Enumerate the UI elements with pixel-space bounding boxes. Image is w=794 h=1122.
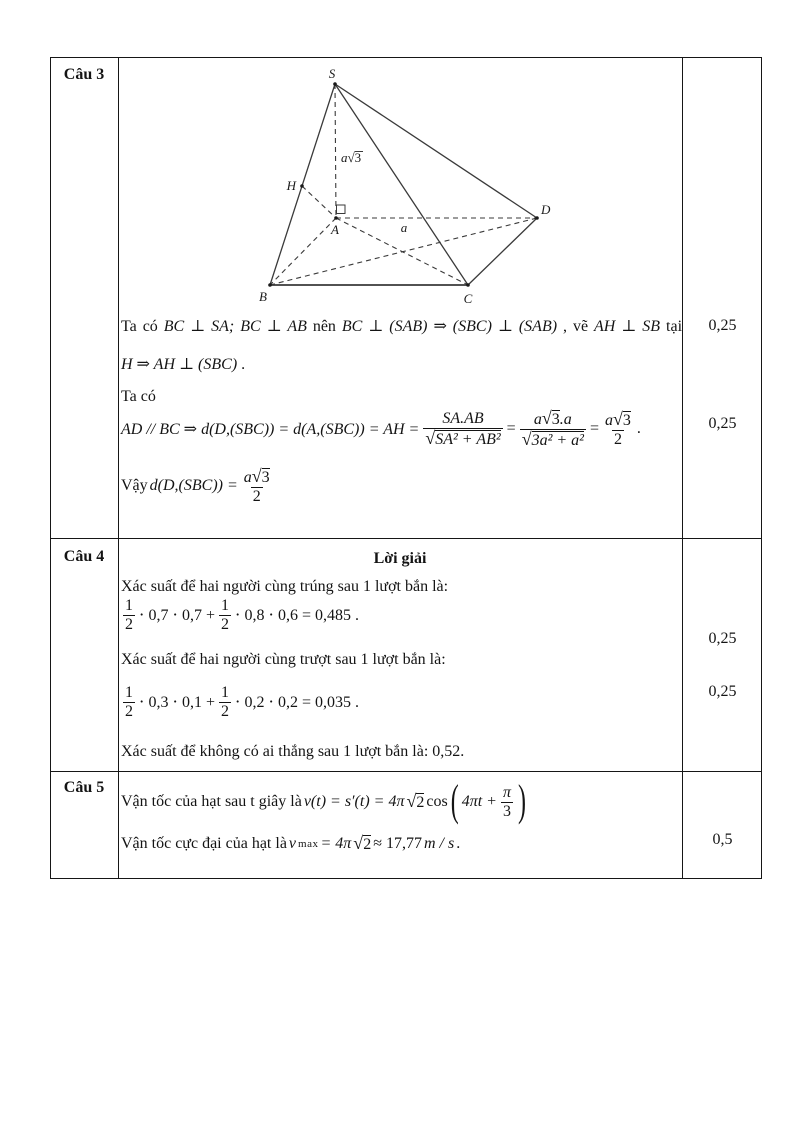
- cau3-l1-m3: AH ⊥ SB: [594, 318, 661, 335]
- cau3-l2-dot: .: [237, 356, 246, 373]
- cau5-l1-math1: v(t) = s′(t) = 4π: [303, 793, 405, 811]
- cau5-l2-period: .: [456, 835, 461, 852]
- radical-sign: √: [406, 791, 417, 812]
- cau4-f2-mid: ⋅ 0,3 ⋅ 0,1 +: [139, 694, 215, 712]
- radical-sign: √: [251, 466, 262, 486]
- half-fraction: [121, 684, 137, 721]
- frac3-num: [603, 410, 633, 430]
- cau3-line1: [121, 317, 682, 336]
- cau5-l2-value: ≈ 17,77: [373, 835, 422, 852]
- cau5-line1: [121, 778, 527, 827]
- pi-den: 3: [502, 802, 511, 820]
- label-H: H: [286, 178, 296, 193]
- vay-text: Vậy: [121, 477, 148, 495]
- edge-SD: [335, 84, 537, 218]
- cau3-l1-m2: BC ⊥ (SAB) ⇒ (SBC) ⊥ (SAB): [341, 318, 558, 335]
- sqrt2-radicand: 2: [363, 836, 372, 853]
- vay-num-pre: a: [243, 469, 252, 486]
- frac3-den: 2: [613, 430, 622, 448]
- edge-HA: [302, 186, 336, 218]
- frac2-num-suffix: .a: [559, 411, 572, 428]
- question-4-label: Câu 4: [63, 548, 105, 565]
- cau4-para3: Xác suất để không có ai thắng sau 1 lượt bắn là: 0,52.: [121, 743, 465, 760]
- cau5-l1-inner: 4πt +: [461, 793, 497, 811]
- row-divider-2: [51, 771, 761, 773]
- edge-CD: [468, 218, 537, 285]
- vay-frac-den: 2: [252, 487, 261, 505]
- label-C: C: [463, 291, 473, 306]
- frac1-radicand: SA² + AB²: [435, 430, 501, 448]
- edge-SC: [335, 84, 468, 285]
- sqrt-2: [353, 834, 371, 854]
- half-fraction: [217, 684, 233, 721]
- cau4-score-2: 0,25: [708, 683, 737, 700]
- equals-1: =: [506, 420, 516, 438]
- max-subscript: max: [298, 838, 319, 850]
- edge-AB: [270, 218, 336, 285]
- question-3-label: Câu 3: [63, 66, 105, 83]
- sqrt-2: [406, 792, 424, 812]
- half-fraction: [121, 597, 137, 634]
- cau5-l1-lead: Vận tốc của hạt sau t giây là: [121, 793, 302, 811]
- frac1-num: SA.AB: [442, 410, 484, 427]
- cau4-f1-tail: ⋅ 0,8 ⋅ 0,6 = 0,485 .: [234, 607, 359, 625]
- half-den: 2: [220, 702, 229, 720]
- fraction-2: [518, 409, 588, 450]
- radical-sign: √: [425, 427, 436, 448]
- cau4-formula2: [121, 684, 359, 721]
- frac2-num: [532, 409, 574, 429]
- cau4-formula1: [121, 597, 359, 634]
- cau4-score-1: 0,25: [708, 630, 737, 647]
- big-left-paren: (: [450, 778, 459, 827]
- sqrt2-radicand: 2: [416, 794, 425, 812]
- vay-fraction: [240, 467, 274, 506]
- half-den: 2: [125, 702, 133, 720]
- cau4-f1-mid: ⋅ 0,7 ⋅ 0,7 +: [139, 607, 215, 625]
- half-den: 2: [125, 615, 133, 633]
- cau3-l2-m: H ⇒ AH ⊥ (SBC): [121, 356, 238, 373]
- label-S: S: [328, 66, 336, 81]
- vay-num-radicand: 3: [261, 469, 270, 486]
- right-angle-mark: [337, 205, 346, 214]
- label-height: a√3: [341, 150, 362, 165]
- radical-sign: √: [521, 428, 532, 449]
- half-num: 1: [125, 684, 133, 701]
- cau3-l1-t3: tại: [660, 318, 683, 335]
- frac2-radicand: 3a² + a²: [531, 431, 584, 449]
- cau3-score-1: 0,25: [708, 317, 737, 334]
- label-D: D: [541, 202, 551, 217]
- column-divider-left: [118, 58, 120, 878]
- cau3-line3: Ta có: [121, 388, 156, 405]
- formula-period: .: [636, 420, 641, 438]
- question-5-label: Câu 5: [63, 779, 105, 796]
- half-fraction: [217, 597, 233, 634]
- pyramid-figure: [258, 64, 560, 306]
- cau4-para1: Xác suất để hai người cùng trúng sau 1 lượt bắn là:: [121, 578, 449, 595]
- vertex-dot-S: [333, 82, 337, 86]
- cau5-line2: [121, 834, 460, 854]
- cau5-l2-math1: = 4π: [320, 835, 352, 852]
- label-A: A: [331, 222, 339, 237]
- vertex-dot-C: [466, 283, 470, 287]
- v-symbol: v: [288, 835, 297, 852]
- cos-text: cos: [426, 793, 448, 811]
- cau3-formula: [121, 409, 641, 450]
- frac1-den: [423, 428, 502, 449]
- cau4-para2: Xác suất để hai người cùng trượt sau 1 lượt bắn là:: [121, 651, 446, 668]
- cau4-f2-tail: ⋅ 0,2 ⋅ 0,2 = 0,035 .: [234, 694, 359, 712]
- row-divider-1: [51, 538, 761, 540]
- formula-lead: AD // BC ⇒ d(D,(SBC)) = d(A,(SBC)) = AH =: [121, 421, 420, 439]
- frac3-num-pre: a: [605, 412, 613, 429]
- frac2-den: [520, 429, 586, 450]
- cau3-conclusion: [121, 467, 274, 506]
- vay-frac-num: [242, 467, 272, 487]
- cau3-l1-m1: BC ⊥ SA; BC ⊥ AB: [163, 318, 307, 335]
- big-right-paren: ): [517, 778, 526, 827]
- half-num: 1: [125, 597, 133, 614]
- cau5-l2-units: m / s: [423, 835, 455, 852]
- cau3-l1-t1: nên: [306, 318, 342, 335]
- half-num: 1: [220, 597, 229, 614]
- pi-third-fraction: [499, 784, 515, 821]
- vertex-dot-D: [535, 216, 539, 220]
- vay-math: d(D,(SBC)) =: [149, 477, 238, 495]
- half-num: 1: [220, 684, 229, 701]
- column-divider-right: [682, 58, 684, 878]
- cau3-score-2: 0,25: [708, 415, 737, 432]
- edge-SA: [335, 84, 336, 218]
- solution-header: Lời giải: [373, 550, 427, 567]
- radical-sign: √: [353, 833, 364, 853]
- cau3-l1-t2: , vẽ: [557, 318, 595, 335]
- label-B: B: [259, 289, 267, 304]
- radical-sign: √: [541, 408, 552, 428]
- fraction-1: [421, 410, 504, 449]
- frac3-num-radicand: 3: [622, 412, 631, 429]
- label-base: a: [400, 220, 408, 235]
- half-den: 2: [220, 615, 229, 633]
- cau5-score: 0,5: [712, 831, 733, 848]
- cau5-l2-lead: Vận tốc cực đại của hạt là: [121, 835, 287, 852]
- frac2-num-radicand: 3: [551, 411, 560, 428]
- pi-num: π: [502, 784, 511, 801]
- cau3-l1-t0: Ta có: [121, 318, 164, 335]
- vertex-dot-A: [334, 216, 338, 220]
- equals-2: =: [589, 420, 599, 438]
- vertex-dot-H: [300, 184, 304, 188]
- vertex-dot-B: [268, 283, 272, 287]
- frac2-num-pre: a: [533, 411, 542, 428]
- radical-sign: √: [613, 409, 623, 429]
- fraction-3: [601, 410, 635, 449]
- cau3-line2: [121, 355, 245, 374]
